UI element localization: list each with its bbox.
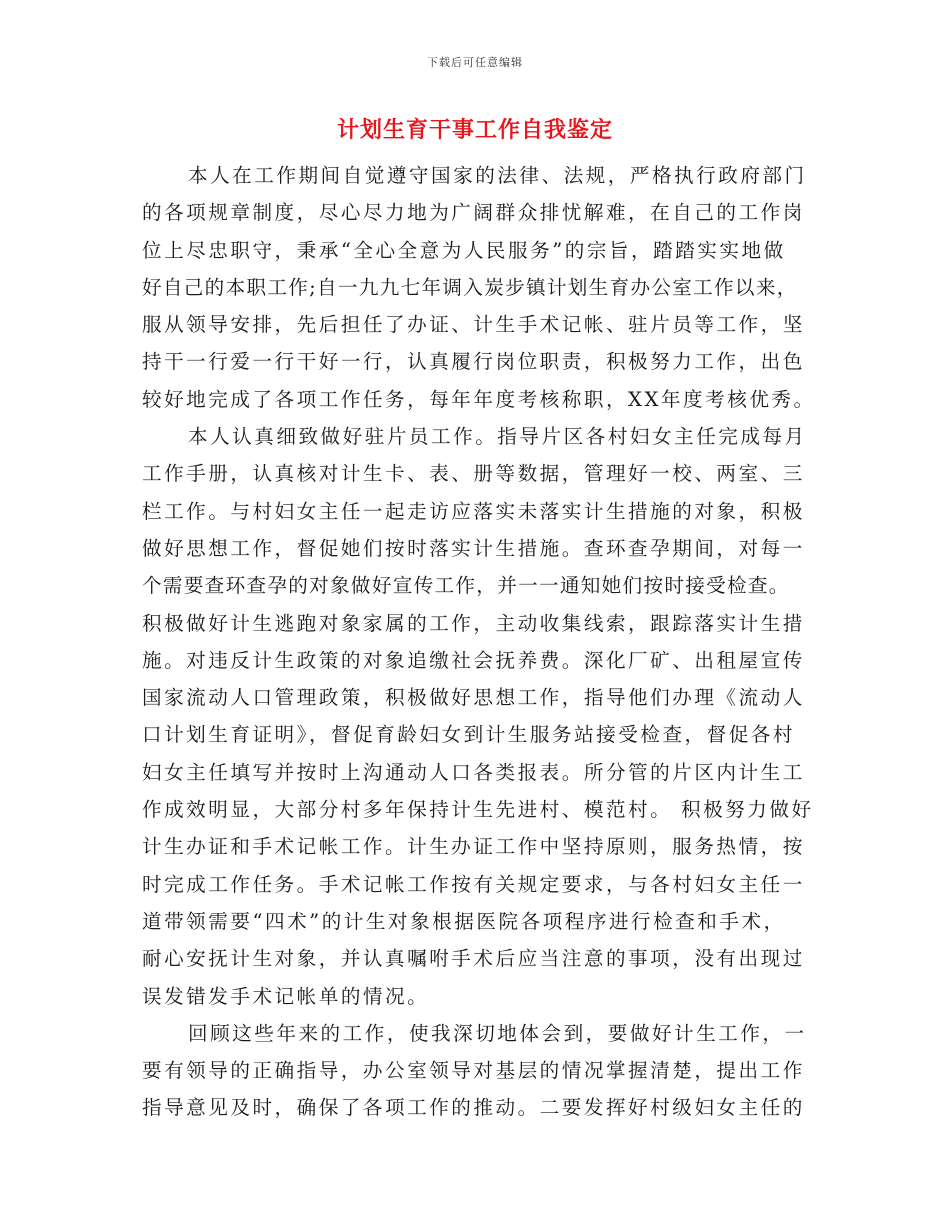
paragraph-line: 耐心安抚计生对象，并认真嘱咐手术后应当注意的事项，没有出现过 [142,947,805,971]
paragraph-line: 回顾这些年来的工作，使我深切地体会到，要做好计生工作，一 [188,1021,807,1045]
paragraph-line: 口计划生育证明》，督促育龄妇女到计生服务站接受检查，督促各村 [142,723,796,747]
paragraph-line: 位上尽忠职守，秉承“全心全意为人民服务”的宗旨，踏踏实实地做 [142,238,786,262]
paragraph-line: 好自己的本职工作;自一九九七年调入炭步镇计划生育办公室工作以来， [142,275,798,299]
paragraph-line: 持干一行爱一行干好一行，认真履行岗位职责，积极努力工作，出色 [142,350,805,374]
paragraph-line: 计生办证和手术记帐工作。计生办证工作中坚持原则，服务热情，按 [142,835,805,859]
paragraph-line: 要有领导的正确指导，办公室领导对基层的情况掌握清楚，提出工作 [142,1059,805,1083]
paragraph-line: 施。对违反计生政策的对象追缴社会抚养费。深化厂矿、出租屋宣传 [142,648,805,672]
document-body [142,157,822,1127]
paragraph-line: 国家流动人口管理政策，积极做好思想工作，指导他们办理《流动人 [142,686,805,710]
paragraph-line: 本人在工作期间自觉遵守国家的法律、法规，严格执行政府部门 [188,164,807,187]
paragraph-line: 工作手册，认真核对计生卡、表、册等数据，管理好一校、两室、三 [142,462,805,486]
paragraph-line: 较好地完成了各项工作任务，每年年度考核称职，XX年度考核优秀。 [142,387,816,411]
header-note: 下载后可任意编辑 [427,56,523,69]
paragraph-line: 栏工作。与村妇女主任一起走访应落实未落实计生措施的对象，积极 [142,499,805,523]
paragraph-line: 时完成工作任务。手术记帐工作按有关规定要求，与各村妇女主任一 [142,872,805,896]
paragraph-line: 作成效明显，大部分村多年保持计生先进村、模范村。 积极努力做好 [142,798,814,822]
paragraph-line: 指导意见及时，确保了各项工作的推动。二要发挥好村级妇女主任的 [142,1096,805,1120]
paragraph-line: 妇女主任填写并按时上沟通动人口各类报表。所分管的片区内计生工 [142,760,805,784]
paragraph-line: 本人认真细致做好驻片员工作。指导片区各村妇女主任完成每月 [188,425,807,449]
paragraph-line: 误发错发手术记帐单的情况。 [142,984,430,1008]
paragraph-line: 的各项规章制度，尽心尽力地为广阔群众排忧解难，在自己的工作岗 [142,201,805,225]
paragraph-line: 个需要查环查孕的对象做好宣传工作，并一一通知她们按时接受检查。 [142,574,790,598]
paragraph-line: 积极做好计生逃跑对象家属的工作，主动收集线索，跟踪落实计生措 [142,611,805,635]
paragraph-line: 做好思想工作，督促她们按时落实计生措施。查环查孕期间，对每一 [142,536,805,560]
paragraph-line: 道带领需要“四术”的计生对象根据医院各项程序进行检查和手术， [142,909,786,933]
document-title: 计划生育干事工作自我鉴定 [336,117,613,143]
paragraph-line: 服从领导安排，先后担任了办证、计生手术记帐、驻片员等工作，坚 [142,313,805,337]
